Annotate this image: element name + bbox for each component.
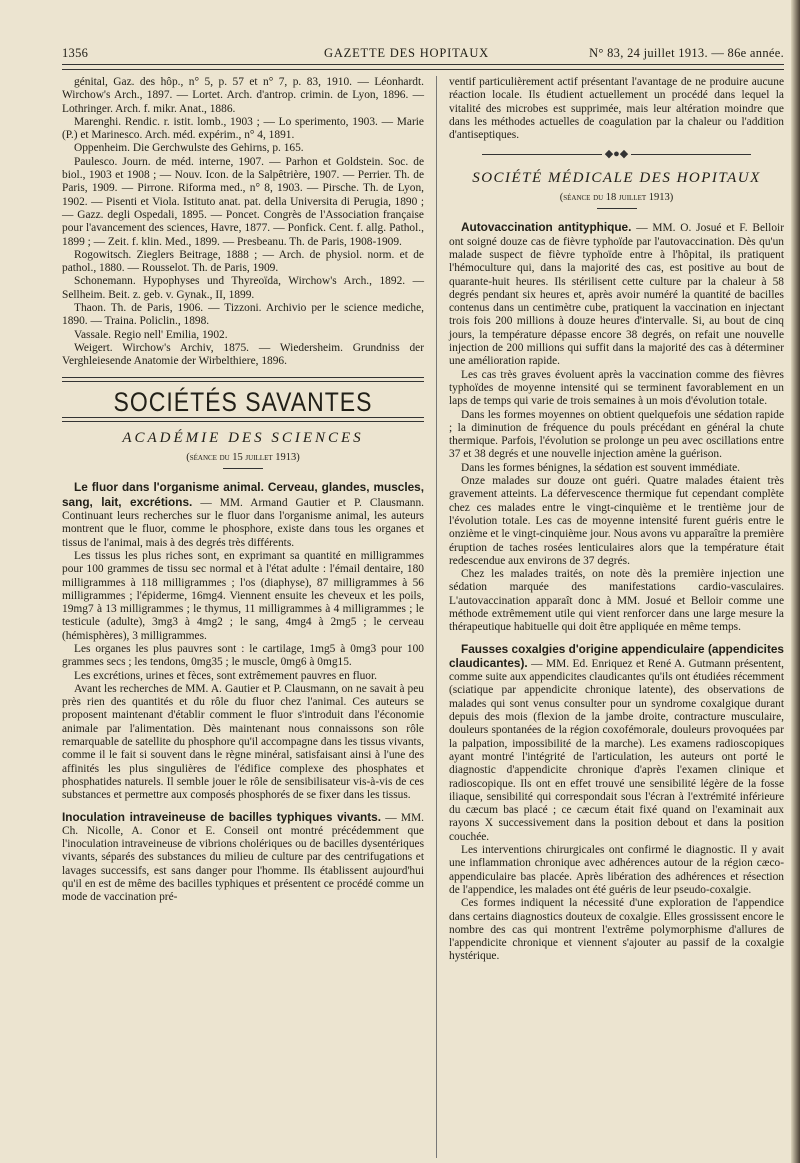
page-edge-shadow xyxy=(791,0,800,1163)
article-title: Le fluor dans l'organisme animal. Cerveau, glandes, muscles, sang, lait, excrétions. xyxy=(62,480,424,509)
article-title: Fausses coxalgies d'origine appendiculaire (appendicites claudicantes). xyxy=(449,641,784,670)
ornament-divider xyxy=(449,148,784,161)
article-text: — MM. Ch. Nicolle, A. Conor et E. Conseil ont montré précédemment que l'inoculation intraveineuse de vibrions cholériques ou de bacilles dysentériques vivants, séparés des substances du milieu de culture par des centrifugations et lavages successifs, est sans danger pour l'homme. Ils établissent aujourd'hui qu'il en est de même des bacilles typhiques et présentent ce procédé comme un mode de vaccination pré- xyxy=(62,811,424,904)
journal-title: GAZETTE DES HOPITAUX xyxy=(324,46,489,60)
article-paragraph: Les cas très graves évoluent après la vaccination comme des fièvres typhoïdes de moyenne intensité qui se terminent favorablement en un laps de temps qui varie de trois semaines à un mois d'évolution totale. xyxy=(449,368,784,408)
article-paragraph: Avant les recherches de MM. A. Gautier et P. Clausmann, on ne savait à peu près rien des quantités et du rôle du fluor chez l'animal. Ces auteurs se proposent maintenant d'établir comment le fluor s'introduit dans l'économie animale par l'alimentation. Dès maintenant nous connaissons son rôle remarquable de satellite du phosphore qu'il accompagne dans les tissus vivants, comme il le fait si souvent dans le règne minéral, satisfaisant ainsi à l'une des affinités les plus singulières de l'édifice complexe des phosphates et phosphatides naturels. Il semble jouer le rôle de sensibilisateur vis-à-vis de ces substances et permettre aux composés phosphorés de se fixer dans les tissus. xyxy=(62,682,424,802)
article-paragraph: Les excrétions, urines et fèces, sont extrêmement pauvres en fluor. xyxy=(74,669,378,682)
bib-entry: Schonemann. Hypophyses und Thyreoïda, Wirchow's Arch., 1892. — Sellheim. Beit. z. geb. v. Gynak., II, 1899. xyxy=(62,275,424,301)
section-heading: SOCIÉTÉS SAVANTES xyxy=(113,386,373,417)
section-separator xyxy=(62,417,424,422)
article-fluor xyxy=(62,481,424,549)
ornament-glyph: ◆●◆ xyxy=(604,148,629,161)
article-text: — MM. Armand Gautier et P. Clausmann. Continuant leurs recherches sur le fluor dans l'organisme animal, les auteurs montrent que le fluor, comme le phosphore, existe dans tous les organes et tissus de l'animal, mais à des degrés très différents. xyxy=(62,496,424,549)
article-paragraph: Les tissus les plus riches sont, en exprimant sa quantité en milligrammes pour 100 grammes de tissu sec normal et à l'état adulte : l'émail dentaire, 180 milligrammes à 118 milligrammes ; l'os (diaphyse), 87 milligrammes à 56 milligrammes ; l'épiderme, 16mg4. Viennent ensuite les cheveux et les poils, 19mg7 à 13 milligrammes ; le thymus, 11 milligrammes à 4 milligrammes ; le testicule (adulte), 3mg3 à 4mg2 ; le sang, 4mg4 à 2mg5 ; le cerveau (hémisphères), 3 milligrammes. xyxy=(62,549,424,642)
article-paragraph: Les interventions chirurgicales ont confirmé le diagnostic. Il y avait une inflammation chronique avec adhérences autour de la région cæco-appendiculaire bas placée. Après libération des adhérences et résection de l'appendice, les malades ont été guéris de leur pseudo-coxalgie. xyxy=(449,844,784,896)
bib-entry: Weigert. Wirchow's Archiv, 1875. — Wiedersheim. Grundniss der Verghleiesende Anatomie der Wirbelthiere, 1896. xyxy=(62,341,424,368)
article-coxalgies xyxy=(449,643,784,844)
article-typhique xyxy=(62,811,424,905)
bib-entry: Oppenheim. Die Gerchwulste des Gehirns, p. 165. xyxy=(74,142,304,155)
bib-entry: Rogowitsch. Zieglers Beitrage, 1888 ; — Arch. de physiol. norm. et de pathol., 1880. — Rousselot. Th. de Paris, 1909. xyxy=(62,248,424,275)
article-autovaccination xyxy=(449,221,784,368)
article-paragraph: Ces formes indiquent la nécessité d'une exploration de l'appendice dans certains diagnostics douteux de coxalgie. Elles grossissent encore le nombre des cas qui montrent l'extrême polymorphisme d'allures de l'appendicite chronique et viennent s'ajouter au passif de la coxalgie hystérique. xyxy=(449,897,784,963)
article-title: Inoculation intraveineuse de bacilles typhiques vivants. xyxy=(62,809,382,824)
article-text: — MM. O. Josué et F. Belloir ont soigné douze cas de fièvre typhoïde par l'autovaccination. Dès qu'un malade suspect de fièvre typhoïde entre à l'hôpital, ils pratiquent l'hémoculture qui, dans la majorité des cas, est positive au bout de quarante-huit heures. Ils stérilisent cette culture par la chaleur à 58 degrés pendant six heures et, après avoir numéré la quantité de bacilles contenus dans un centimètre cube, pratiquent la vaccination en injectant trois fois 200 millions à douze heures d'intervalle. Si, au bout de cinq jours, la température dépasse encore 38 degrés, on refait une nouvelle injection de 200 millions qui suffit dans la majorité des cas à déterminer une amélioration rapide. xyxy=(449,222,784,368)
header-double-rule xyxy=(62,64,784,70)
right-column xyxy=(449,76,784,964)
academy-seance: (séance du 15 juillet 1913) xyxy=(186,452,300,464)
bib-entry: génital, Gaz. des hôp., n° 5, p. 57 et n° 7, p. 83, 1910. — Léonhardt. Wirchow's Arch., 1897. — Lortet. Arch. d'antrop. crimin. de Lyon, 1896. — Lothringer. Arch. f. mikr. Anat., 1886. xyxy=(62,76,424,115)
society-seance: (séance du 18 juillet 1913) xyxy=(559,192,674,204)
bib-entry: Thaon. Th. de Paris, 1906. — Tizzoni. Archivio per le science mediche, 1890. — Traina. Policlin., 1898. xyxy=(62,302,424,328)
article-paragraph: Les organes les plus pauvres sont : le cartilage, 1mg5 à 0mg3 pour 100 grammes secs ; les tendons, 0mg35 ; le muscle, 0mg6 à 0mg15. xyxy=(62,642,424,669)
section-separator xyxy=(62,377,424,382)
column-divider xyxy=(436,76,437,1158)
short-rule xyxy=(223,468,263,469)
ornament-line xyxy=(482,154,602,155)
article-title: Autovaccination antityphique. xyxy=(461,220,632,235)
left-column xyxy=(62,76,424,905)
bib-entry: Vassale. Regio nell' Emilia, 1902. xyxy=(74,328,228,341)
article-paragraph: Dans les formes moyennes on obtient quelquefois une sédation rapide ; la diminution de fréquence du pouls précédant en général la chute thermique. Parfois, l'évolution se prolonge un peu avec oscillations entre 37 et 38 degrés et une nouvelle injection amène la guérison. xyxy=(449,408,784,461)
academy-heading: ACADÉMIE DES SCIENCES xyxy=(122,429,364,446)
article-paragraph: Chez les malades traités, on note dès la première injection une sédation marquée des manifestations cardio-vasculaires. L'autovaccination apparaît donc à MM. Josué et Belloir comme une méthode extrêmement utile qui vient renforcer dans une large mesure la thérapeutique habituelle qui doit être appliquée en même temps. xyxy=(449,568,784,634)
page-header xyxy=(62,42,784,62)
continued-paragraph: ventif particulièrement actif présentant l'avantage de ne produire aucune réaction locale. Ils étudient actuellement un procédé dans lequel la vitalité des microbes est supprimée, mais leur altération moindre que dans les méthodes actuelles de coagulation par la chaleur ou l'addition d'antiseptiques. xyxy=(449,76,784,142)
society-heading: SOCIÉTÉ MÉDICALE DES HOPITAUX xyxy=(472,169,761,186)
page-number: 1356 xyxy=(62,46,89,60)
bib-entry: Paulesco. Journ. de méd. interne, 1907. — Parhon et Goldstein. Soc. de biol., 1903 et 1908 ; — Nouv. Icon. de la Salpêtrière, 1907. — Perrier. Th. de Paris, 1909. — Pirrone. Riforma med., n° 8, 1903. — Pirsche. Th. de Lyon, 1902. — Pisenti et Viola. Istituto anat. pat. della Universita di Perugia, 1890 ; — Gazz. degli Ospedali, 1895. — Poncet. Congrès de l'Association française pour l'avancement des sciences, Havre, 1877. — Ponfick. Cent. f. allg. Pathol., 1899 ; — Zeit. f. klin. Med., 1899. — Presbeanu. Th. de Paris, 1908-1909. xyxy=(62,155,424,248)
short-rule xyxy=(597,208,637,209)
issue-info: N° 83, 24 juillet 1913. — 86e année. xyxy=(589,46,784,60)
article-paragraph: Onze malades sur douze ont guéri. Quatre malades étaient très gravement atteints. La défervescence thermique fut cependant complète chez ces malades entre le vingt-cinquième et le trentième jour de l'évolution totale. Les cas de moyenne intensité furent guéris entre le onzième et le vingt-cinquième jour. Nous avons vu apparaître la première éruption de taches rosées lenticulaires alors que la température était redescendue aux environs de 37 degrés. xyxy=(449,475,784,567)
bib-entry: Marenghi. Rendic. r. istit. lomb., 1903 ; — Lo sperimento, 1903. — Marie (P.) et Marinesco. Arch. méd. expérim., n° 4, 1891. xyxy=(62,115,424,142)
article-paragraph: Dans les formes bénignes, la sédation est souvent immédiate. xyxy=(461,461,741,474)
bibliography xyxy=(62,76,424,369)
article-text: — MM. Ed. Enriquez et René A. Gutmann présentent, comme suite aux appendicites claudicantes qu'ils ont étudiées récemment (sciatique par appendicite chronique latente), des observations de malades qui sont venus consulter pour un syndrome coxalgique durant depuis des mois (flexion de la jambe droite, contracture musculaire, douleurs spontanées de la région coxofémorale, douleurs provoquées par la palpation, impossibilité de la marche). Les examens radioscopiques ayant montré l'intégrité de l'articulation, les auteurs ont porté le diagnostic d'appendicite chronique d'après l'examen clinique et radioscopique. Ils ont en effet trouvé une sensibilité légère de la fosse iliaque, sensibilité qui correspondait sous l'écran à l'extrémité inférieure du cæcum bas placé ; ce cæcum était fixé quand on l'examinait aux rayons X successivement dans la position debout et dans la position couchée. xyxy=(449,657,784,843)
ornament-line xyxy=(631,154,751,155)
